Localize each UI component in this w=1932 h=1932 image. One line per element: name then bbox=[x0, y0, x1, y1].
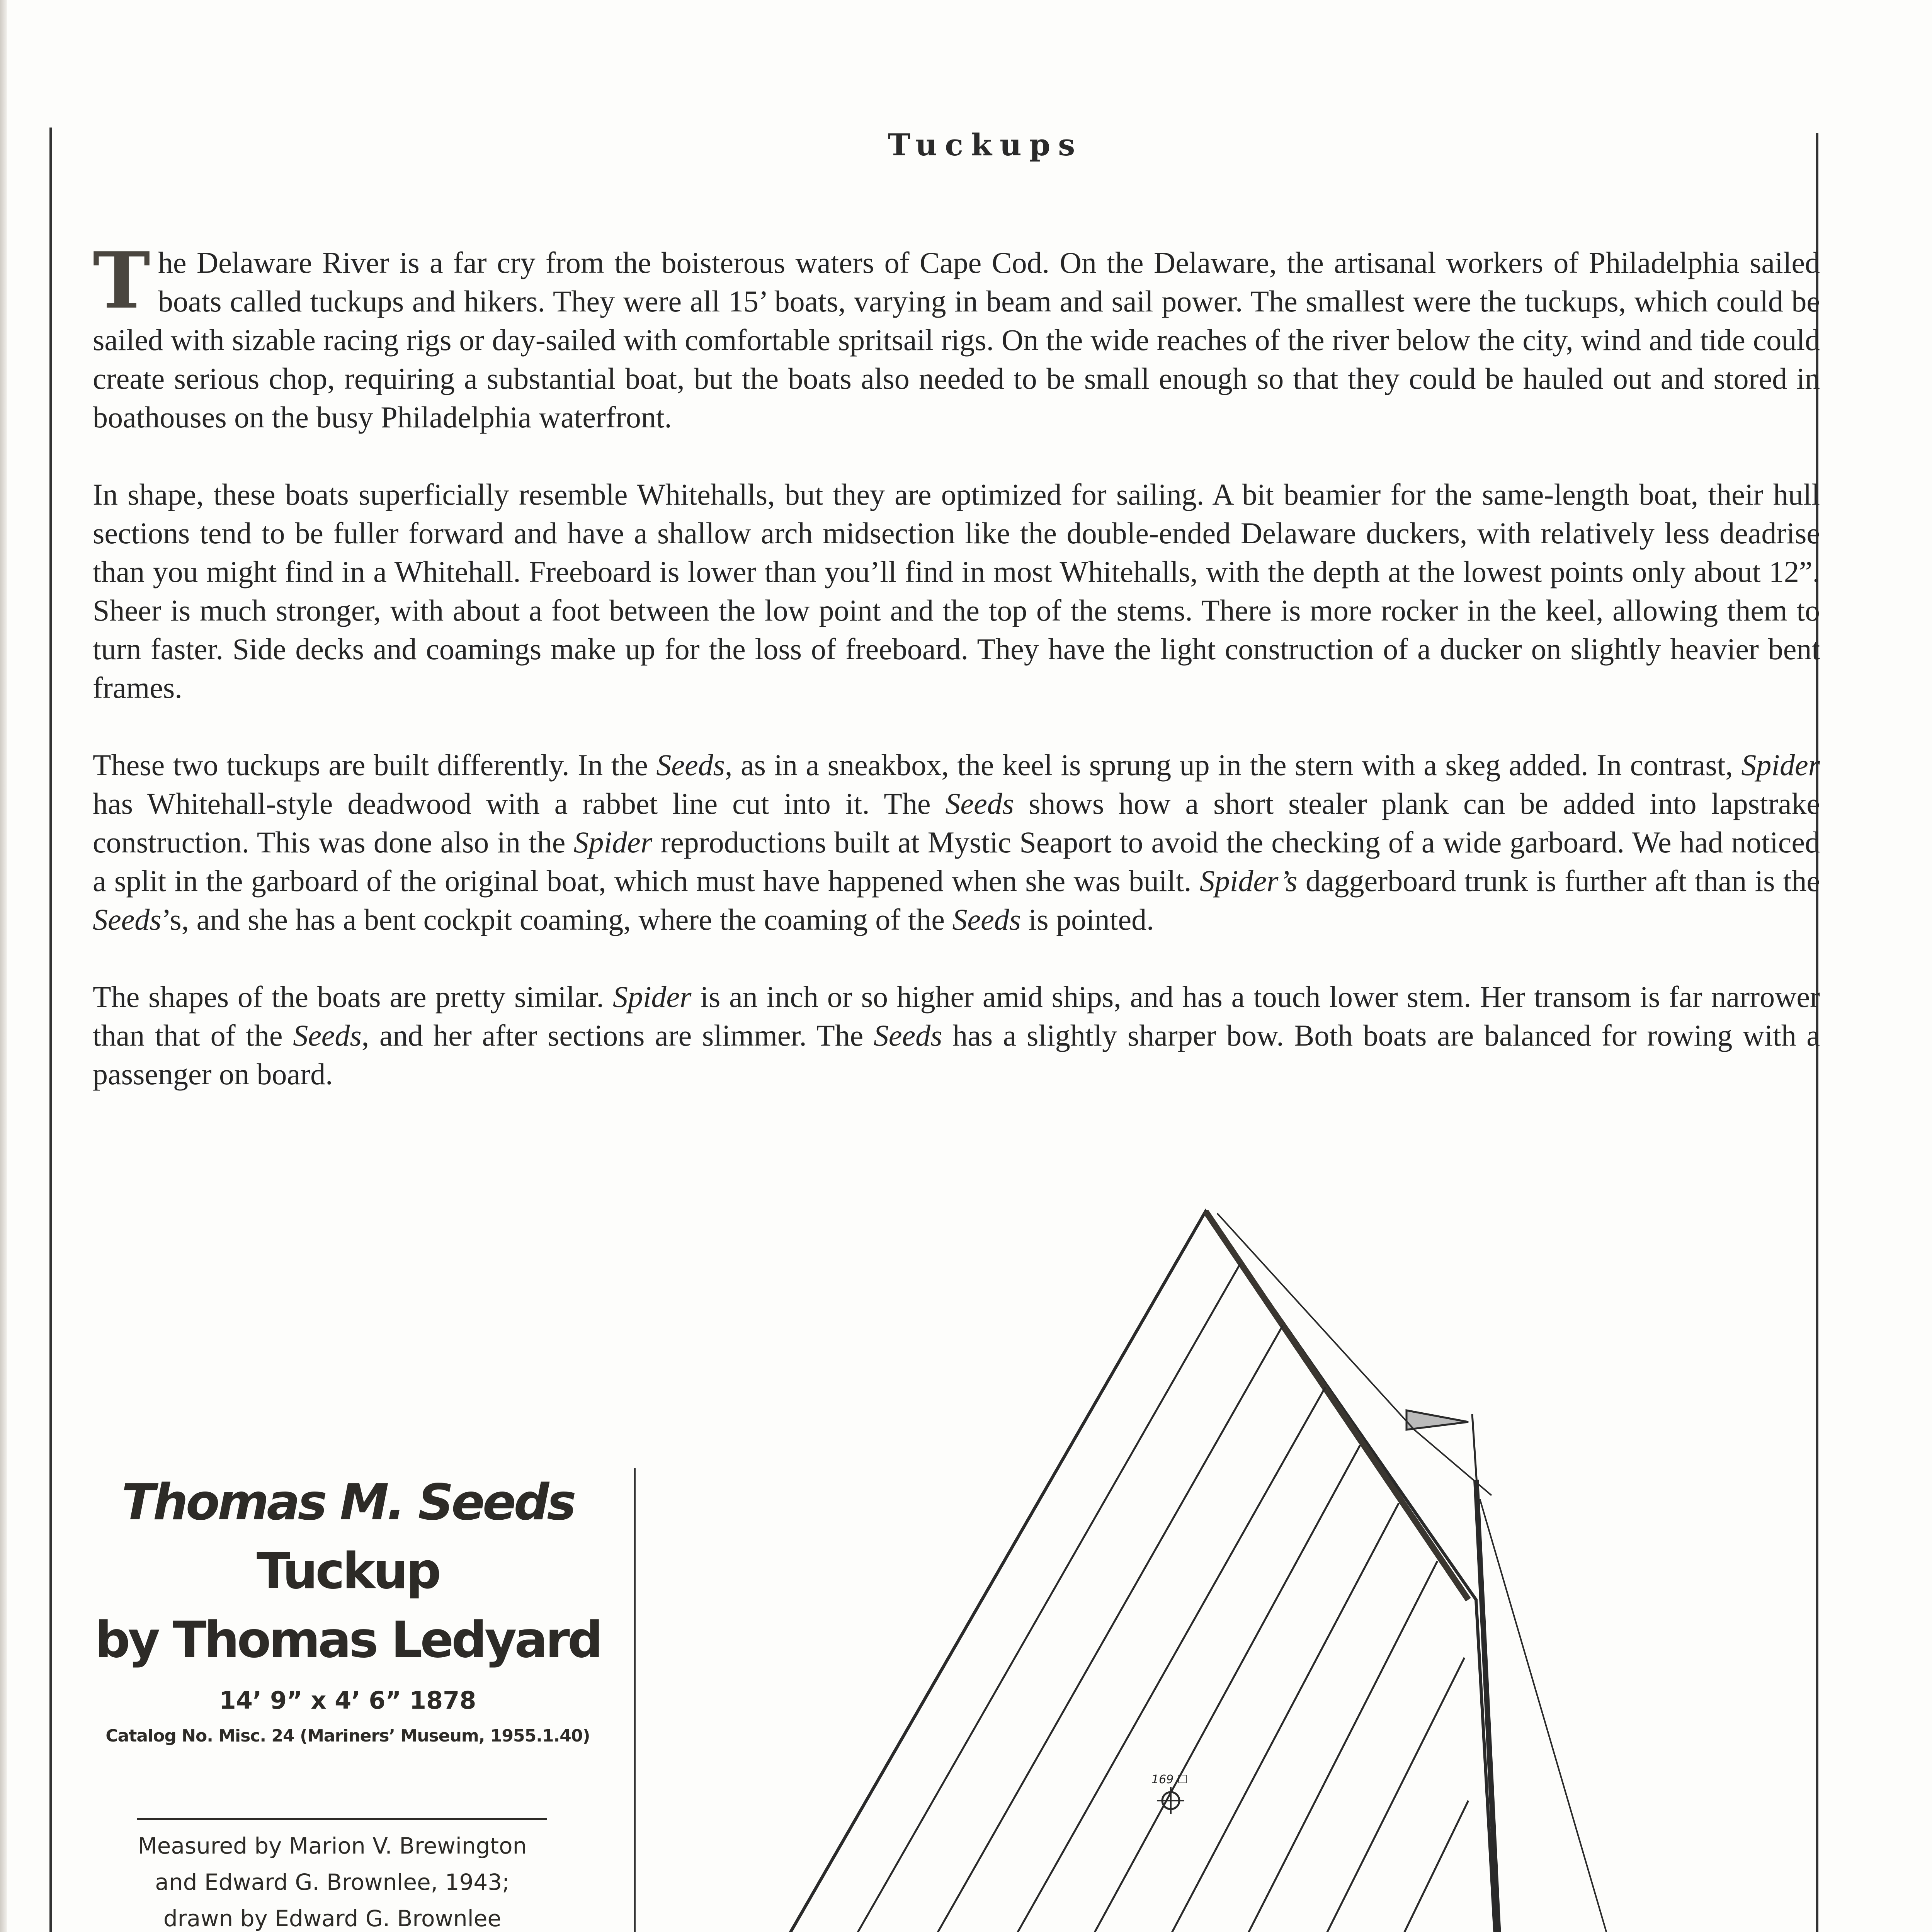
sail-area-note: 169 ☐ bbox=[1151, 1773, 1188, 1786]
caption-rule-top bbox=[137, 1818, 547, 1820]
credit-line-3: drawn by Edward G. Brownlee bbox=[163, 1905, 502, 1932]
credit-line-2: and Edward G. Brownlee, 1943; bbox=[155, 1869, 510, 1895]
gaff-spar bbox=[1206, 1211, 1468, 1600]
left-margin-rule bbox=[49, 128, 52, 1932]
caption-boat-type: Tuckup bbox=[256, 1543, 439, 1600]
paragraph-2: In shape, these boats superficially resemble Whitehalls, but they are optimized for sailing. A bit beamier for the same-length boat, their hull sections tend to be fuller forward and have a shallow arch midsection like the double-ended Delaware duckers, with relatively less deadrise than you might find in a Whitehall. Freeboard is lower than you’ll find in most Whitehalls, with the depth at the lowest points only about 12”. Sheer is much stronger, with about a foot between the low point and the top of the stems. There is more rocker in the keel, allowing them to turn faster. Side decks and coamings make up for the loss of freeboard. They have the light construction of a ducker on slightly heavier bent frames. bbox=[93, 478, 1820, 704]
caption-boat-name: Thomas M. Seeds bbox=[121, 1474, 574, 1531]
halyard bbox=[1217, 1213, 1492, 1495]
caption-dimensions: 14’ 9” x 4’ 6” 1878 bbox=[219, 1686, 476, 1714]
sail-seams bbox=[765, 1264, 1480, 1932]
scan-spine-edge bbox=[0, 0, 7, 1932]
page-title: Tuckups bbox=[888, 128, 1083, 163]
paragraph-1-text: he Delaware River is a far cry from the boisterous waters of Cape Cod. On the Delaware, the artisanal workers of Philadelphia sailed boats called tuckups and hikers. They were all 15’ boats, varying in beam and sail power. The smallest were the tuckups, which could be sailed with sizable racing rigs or day-sailed with comfortable spritsail rigs. On the wide reaches of the river below the city, wind and tide could create serious chop, requiring a substantial boat, but the boats also needed to be small enough so that they could be hauled out and stored in boathouses on the busy Philadelphia waterfront. bbox=[93, 246, 1820, 434]
paragraph-4: The shapes of the boats are pretty similar. Spider is an inch or so higher amid ships, and has a touch lower stem. Her transom is far narrower than that of the Seeds, and her after sections are slimmer. The Seeds has a slightly sharper bow. Both boats are balanced for rowing with a passenger on board. bbox=[93, 980, 1820, 1091]
sail-outline bbox=[699, 1211, 1507, 1932]
paragraph-3: These two tuckups are built differently. In the Seeds, as in a sneakbox, the keel is sprung up in the stern with a skeg added. In contrast, Spider has Whitehall-style deadwood with a rabbet line cut into it. The Seeds shows how a short stealer plank can be added into lapstrake construction. This was done also in the Spider reproductions built at Mystic Seaport to avoid the checking of a wide garboard. We had noticed a split in the garboard of the original boat, which must have happened when she was built. Spider’s daggerboard trunk is further aft than is the Seeds’s, and she has a bent cockpit coaming, where the coaming of the Seeds is pointed. bbox=[93, 748, 1820, 936]
drop-cap: T bbox=[93, 235, 150, 326]
boat-lines-drawing bbox=[657, 1179, 1739, 1932]
paragraph-1 bbox=[93, 235, 1820, 437]
mast-pole bbox=[1472, 1414, 1477, 1484]
masthead-pennant bbox=[1406, 1410, 1468, 1430]
drawing-caption bbox=[58, 1468, 638, 1746]
caption-catalog: Catalog No. Misc. 24 (Mariners’ Museum, 1955.1.40) bbox=[105, 1726, 590, 1746]
caption-designer: by Thomas Ledyard bbox=[95, 1611, 601, 1669]
caption-credits bbox=[77, 1828, 587, 1932]
article-body bbox=[93, 235, 1820, 1132]
credit-line-1: Measured by Marion V. Brewington bbox=[138, 1833, 527, 1859]
sail-leech-line bbox=[1480, 1499, 1681, 1932]
